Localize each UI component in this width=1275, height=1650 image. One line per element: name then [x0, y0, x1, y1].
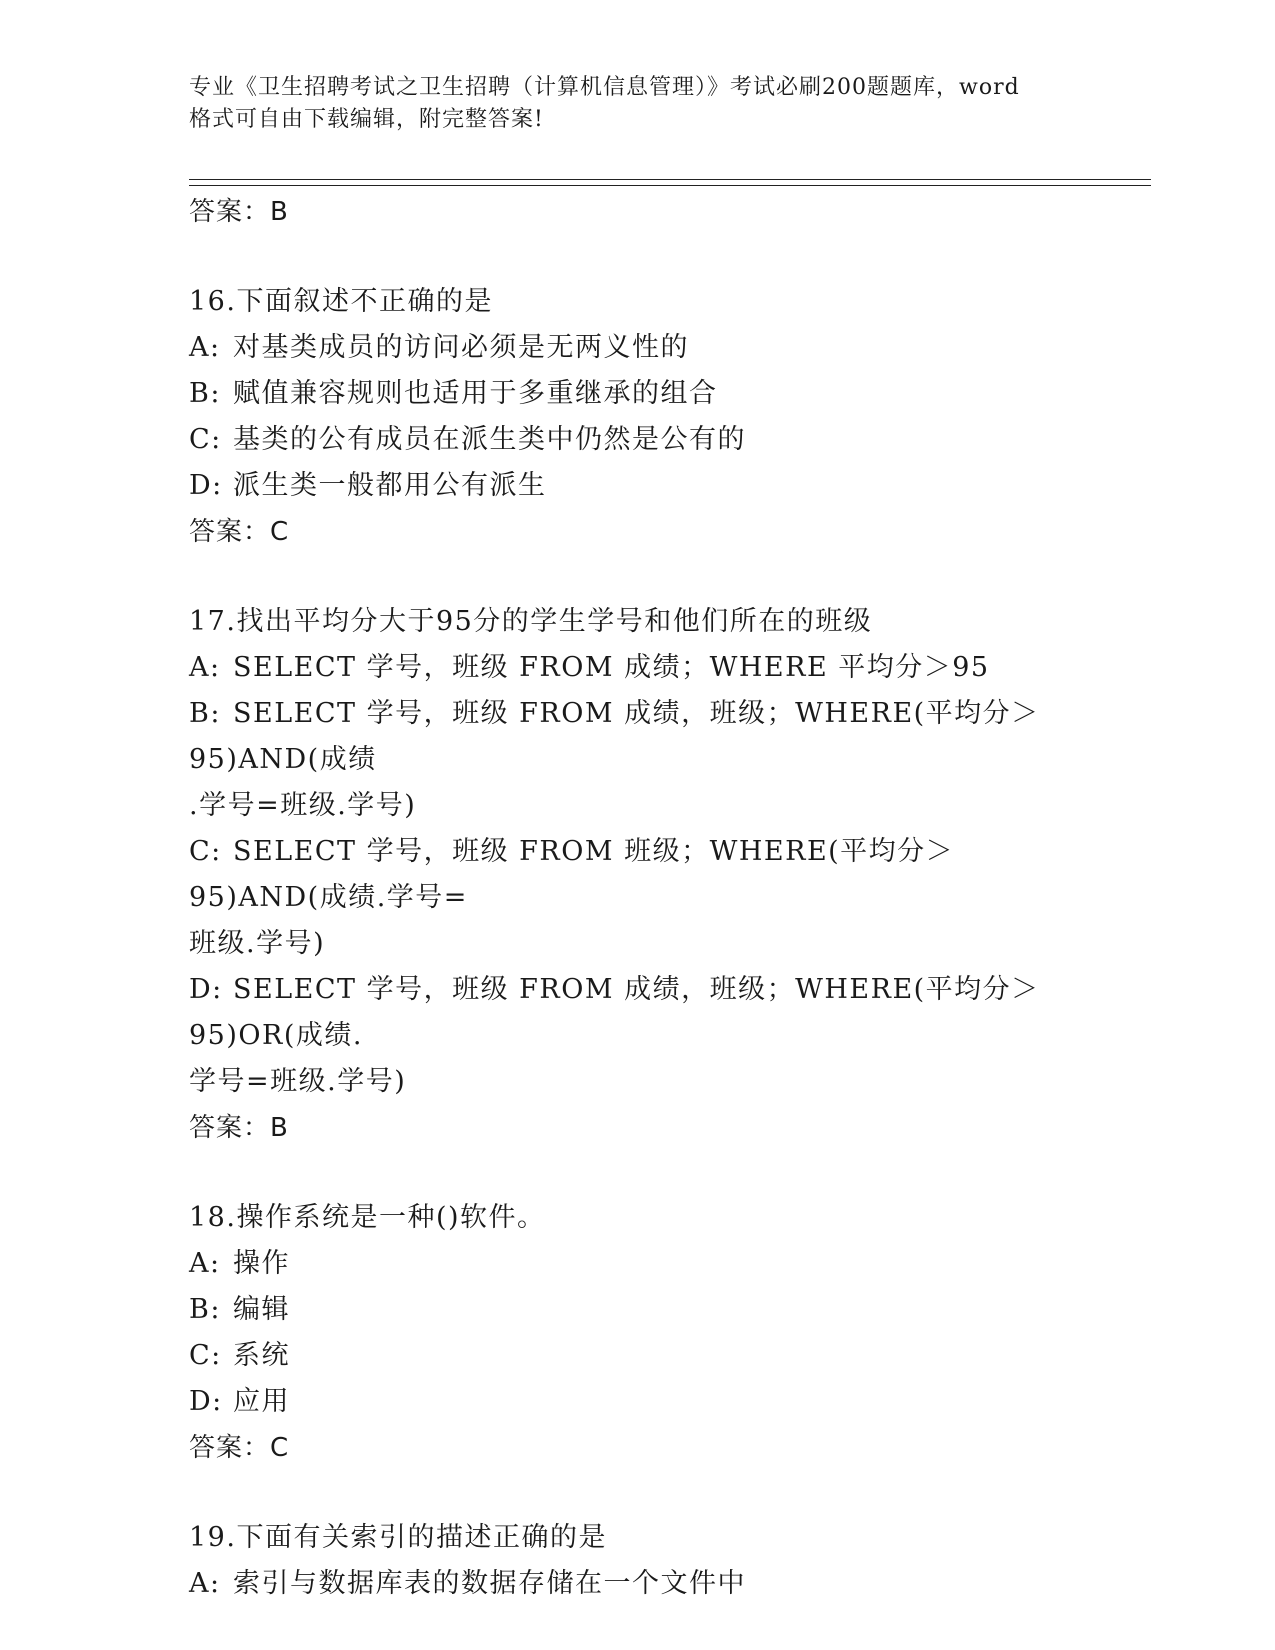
- option-line: [189, 1379, 1089, 1425]
- option-label: C:: [189, 1340, 222, 1371]
- question-block: [189, 599, 1089, 1151]
- option-text-continuation: .学号=班级.学号): [189, 790, 417, 821]
- header-line-1: 专业《卫生招聘考试之卫生招聘（计算机信息管理）》考试必刷200题题库，word: [189, 75, 1020, 100]
- option-text-continuation: 学号=班级.学号): [189, 1066, 407, 1097]
- option-text: 操作: [233, 1248, 290, 1279]
- option-line: [189, 1241, 1089, 1287]
- option-text: SELECT 学号，班级 FROM 成绩，班级；WHERE(平均分＞95)AND(成绩: [189, 698, 1040, 775]
- option-label: A:: [189, 652, 221, 683]
- option-line: [189, 417, 1089, 463]
- answer-line: 答案：C: [189, 517, 290, 547]
- option-line: [189, 1561, 1089, 1607]
- answer-line: 答案：B: [189, 1113, 289, 1143]
- option-label: B:: [189, 1294, 221, 1325]
- option-line: [189, 1287, 1089, 1333]
- option-line: [189, 691, 1089, 783]
- option-text: 系统: [233, 1340, 290, 1371]
- question-stem: 16.下面叙述不正确的是: [189, 286, 493, 317]
- option-line: [189, 829, 1089, 921]
- answer-line: 答案：C: [189, 1433, 290, 1463]
- header-line-2: 格式可自由下载编辑，附完整答案!: [189, 107, 544, 132]
- option-text: 编辑: [233, 1294, 290, 1325]
- question-block: [189, 1195, 1089, 1471]
- option-text: 对基类成员的访问必须是无两义性的: [233, 332, 689, 363]
- option-text: SELECT 学号，班级 FROM 成绩，班级；WHERE(平均分＞95)OR(成绩.: [189, 974, 1040, 1051]
- option-label: A:: [189, 1248, 221, 1279]
- question-stem: 17.找出平均分大于95分的学生学号和他们所在的班级: [189, 606, 873, 637]
- option-text: 索引与数据库表的数据存储在一个文件中: [233, 1568, 746, 1599]
- question-list: [189, 189, 1089, 1607]
- option-text: 赋值兼容规则也适用于多重继承的组合: [233, 378, 718, 409]
- option-label: D:: [189, 1386, 223, 1417]
- page-header: [189, 72, 1089, 136]
- option-label: D:: [189, 974, 223, 1005]
- option-text: 派生类一般都用公有派生: [233, 470, 547, 501]
- question-block: [189, 279, 1089, 555]
- option-line: [189, 1333, 1089, 1379]
- option-text: 基类的公有成员在派生类中仍然是公有的: [233, 424, 746, 455]
- option-label: B:: [189, 698, 221, 729]
- option-line: [189, 371, 1089, 417]
- option-line: [189, 325, 1089, 371]
- header-divider-bottom: [189, 185, 1151, 186]
- option-line: [189, 967, 1089, 1059]
- option-label: C:: [189, 836, 222, 867]
- option-text: SELECT 学号，班级 FROM 班级；WHERE(平均分＞95)AND(成绩.学号=: [189, 836, 955, 913]
- option-label: D:: [189, 470, 223, 501]
- option-line: [189, 463, 1089, 509]
- header-divider-top: [189, 179, 1151, 180]
- answer-line: 答案：B: [189, 197, 289, 227]
- option-label: B:: [189, 378, 221, 409]
- question-stem: 18.操作系统是一种()软件。: [189, 1202, 546, 1233]
- option-label: A:: [189, 1568, 221, 1599]
- option-text: SELECT 学号，班级 FROM 成绩；WHERE 平均分＞95: [233, 652, 990, 683]
- question-stem: 19.下面有关索引的描述正确的是: [189, 1522, 607, 1553]
- option-text-continuation: 班级.学号): [189, 928, 326, 959]
- option-line: [189, 645, 1089, 691]
- option-label: C:: [189, 424, 222, 455]
- question-block: [189, 1515, 1089, 1607]
- option-label: A:: [189, 332, 221, 363]
- option-text: 应用: [233, 1386, 290, 1417]
